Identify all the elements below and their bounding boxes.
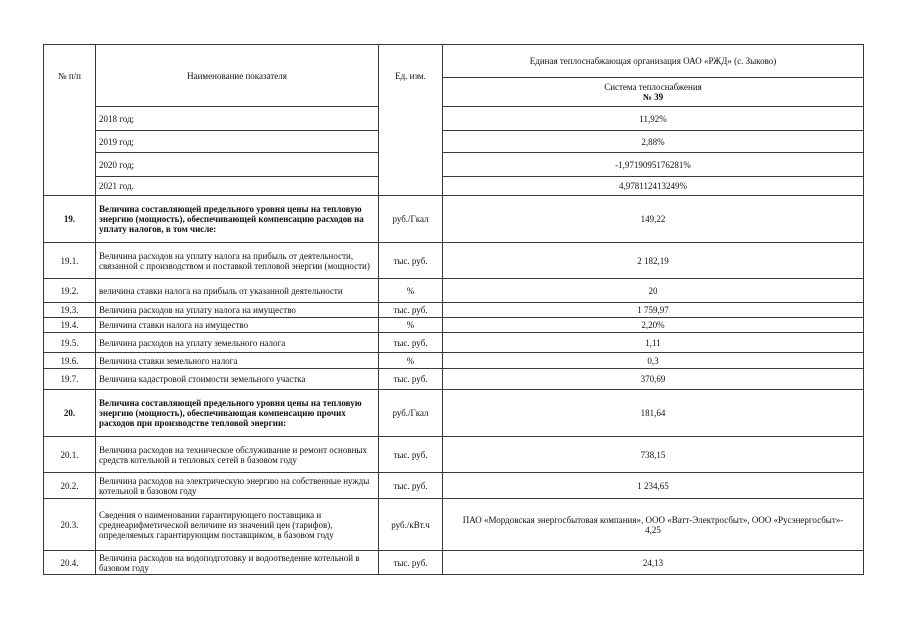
- row-number: 19.4.: [44, 318, 96, 333]
- row-number: 20.2.: [44, 473, 96, 499]
- row-name: величина ставки налога на прибыль от указанной деятельности: [96, 279, 379, 303]
- row-value: 1 759,97: [443, 303, 864, 318]
- row-name: Величина составляющей предельного уровня цены на тепловую энергию (мощность), обеспечивающая компенсацию прочих расходов при производстве тепловой энергии:: [96, 390, 379, 437]
- row-value: 2 182,19: [443, 243, 864, 279]
- row-name: Величина ставки земельного налога: [96, 353, 379, 369]
- unit-header: Ед. изм.: [379, 45, 443, 196]
- row-name: Величина кадастровой стоимости земельного участка: [96, 369, 379, 390]
- row-unit: тыс. руб.: [379, 369, 443, 390]
- row-name: Величина расходов на уплату земельного налога: [96, 333, 379, 353]
- row-name: Величина расходов на уплату налога на имущество: [96, 303, 379, 318]
- row-value: 181,64: [443, 390, 864, 437]
- table-row: [44, 303, 864, 318]
- row-name: Величина ставки налога на имущество: [96, 318, 379, 333]
- num-header: № п/п: [44, 45, 96, 196]
- row-value: ПАО «Мордовская энергосбытовая компания», ООО «Ватт-Электросбыт», ООО «Русэнергосбыт»- 4,25: [443, 499, 864, 551]
- row-value: 1 234,65: [443, 473, 864, 499]
- row-number: 20.: [44, 390, 96, 437]
- year-value: 2,88%: [443, 131, 864, 153]
- year-label: 2019 год;: [96, 131, 379, 153]
- row-number: 20.3.: [44, 499, 96, 551]
- row-unit: тыс. руб.: [379, 303, 443, 318]
- table-row: [44, 196, 864, 243]
- row-unit: тыс. руб.: [379, 551, 443, 575]
- row-number: 20.4.: [44, 551, 96, 575]
- row-value: 1,11: [443, 333, 864, 353]
- year-label: 2018 год;: [96, 107, 379, 131]
- table-row: [44, 353, 864, 369]
- row-unit: %: [379, 279, 443, 303]
- row-unit: тыс. руб.: [379, 333, 443, 353]
- row-unit: тыс. руб.: [379, 473, 443, 499]
- row-name: Величина расходов на техническое обслуживание и ремонт основных средств котельной и тепловых сетей в базовом году: [96, 437, 379, 473]
- row-name: Величина составляющей предельного уровня цены на тепловую энергию (мощность), обеспечивающей компенсацию расходов на уплату налогов, в том числе:: [96, 196, 379, 243]
- row-unit: %: [379, 353, 443, 369]
- row-value: 738,15: [443, 437, 864, 473]
- tariff-table: [43, 44, 864, 575]
- table-row: [44, 279, 864, 303]
- row-value: 2,20%: [443, 318, 864, 333]
- row-number: 19.: [44, 196, 96, 243]
- year-value: -1,9719095176281%: [443, 153, 864, 177]
- row-unit: руб./кВт.ч: [379, 499, 443, 551]
- table-row: [44, 243, 864, 279]
- row-number: 20.1.: [44, 437, 96, 473]
- row-number: 19.7.: [44, 369, 96, 390]
- row-unit: руб./Гкал: [379, 196, 443, 243]
- row-value: 0,3: [443, 353, 864, 369]
- row-value: 20: [443, 279, 864, 303]
- table-row: [44, 318, 864, 333]
- year-value: 11,92%: [443, 107, 864, 131]
- table-row: [44, 333, 864, 353]
- row-number: 19.2.: [44, 279, 96, 303]
- row-number: 19.1.: [44, 243, 96, 279]
- year-label: 2020 год;: [96, 153, 379, 177]
- year-label: 2021 год.: [96, 177, 379, 196]
- row-unit: тыс. руб.: [379, 243, 443, 279]
- system-number: № 39: [642, 92, 664, 102]
- row-value: 149,22: [443, 196, 864, 243]
- table-row: [44, 437, 864, 473]
- row-name: Сведения о наименовании гарантирующего поставщика и среднеарифметической величине из значений цен (тарифов), определяемых гарантирующим поставщиком, в базовом году: [96, 499, 379, 551]
- row-number: 19.5.: [44, 333, 96, 353]
- row-unit: %: [379, 318, 443, 333]
- org-header: Единая теплоснабжающая организация ОАО «РЖД» (с. Зыково): [443, 45, 864, 78]
- name-header: Наименование показателя: [96, 45, 379, 107]
- row-name: Величина расходов на электрическую энергию на собственные нужды котельной в базовом году: [96, 473, 379, 499]
- row-name: Величина расходов на водоподготовку и водоотведение котельной в базовом году: [96, 551, 379, 575]
- row-unit: руб./Гкал: [379, 390, 443, 437]
- row-number: 19.3.: [44, 303, 96, 318]
- document-page: [43, 44, 863, 575]
- table-row: [44, 551, 864, 575]
- table-row: [44, 499, 864, 551]
- row-value: 24,13: [443, 551, 864, 575]
- row-name: Величина расходов на уплату налога на прибыль от деятельности, связанной с производством и поставкой тепловой энергии (мощности): [96, 243, 379, 279]
- table-row: [44, 390, 864, 437]
- row-unit: тыс. руб.: [379, 437, 443, 473]
- system-header: [443, 78, 864, 107]
- table-row: [44, 369, 864, 390]
- row-number: 19.6.: [44, 353, 96, 369]
- table-row: [44, 473, 864, 499]
- year-value: 4,978112413249%: [443, 177, 864, 196]
- system-label: Система теплоснабжения: [604, 82, 702, 92]
- row-value: 370,69: [443, 369, 864, 390]
